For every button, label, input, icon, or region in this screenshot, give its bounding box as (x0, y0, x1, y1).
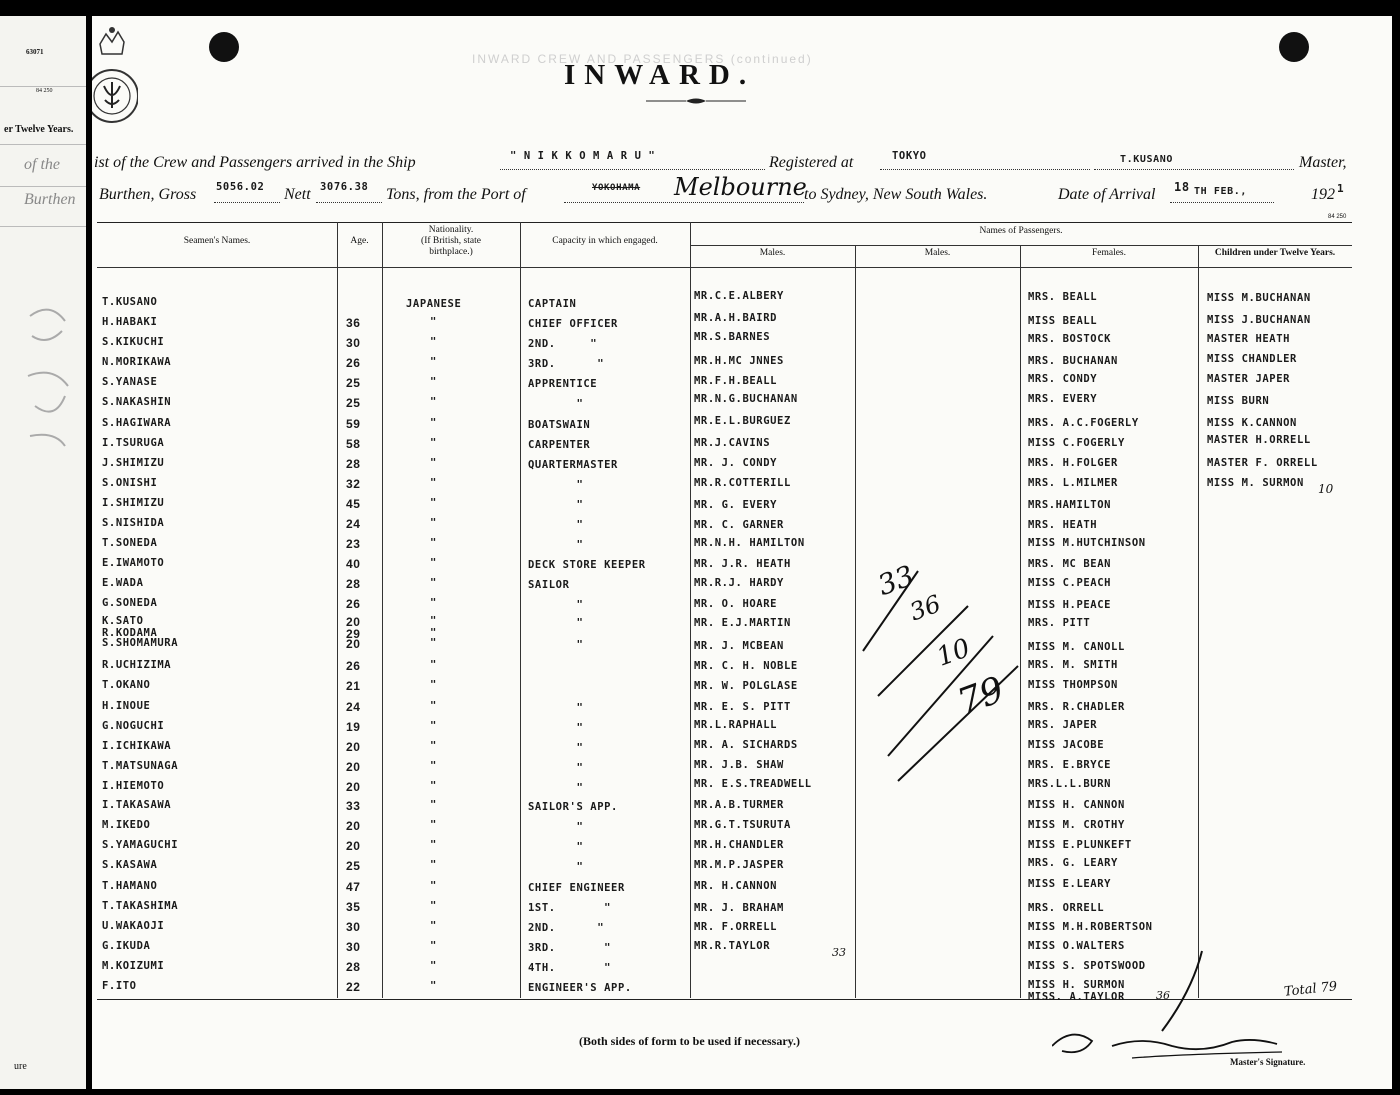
crew-name: U.WAKAOJI (102, 920, 165, 932)
crew-name: I.HIEMOTO (102, 780, 165, 792)
col-header-males-1: Males. (759, 248, 786, 258)
crew-age: 20 (346, 615, 361, 629)
crew-capacity: " (528, 841, 584, 853)
crew-name: I.SHIMIZU (102, 497, 165, 509)
female-passenger: MRS. BOSTOCK (1028, 333, 1112, 345)
crew-age: 20 (346, 819, 361, 833)
ship-name-underline (500, 169, 765, 170)
crew-age: 21 (346, 679, 361, 693)
crew-nationality: " (430, 637, 437, 649)
col-divider (690, 222, 691, 998)
crew-name: H.HABAKI (102, 316, 158, 328)
male-passenger: MR. A. SICHARDS (694, 739, 798, 751)
crew-age: 28 (346, 457, 361, 471)
prev-page-ghost-text-2: Burthen (24, 191, 76, 208)
crew-name: I.ICHIKAWA (102, 740, 172, 752)
crew-age: 30 (346, 336, 361, 350)
crew-capacity: " (528, 499, 584, 511)
crew-age: 30 (346, 940, 361, 954)
male-passenger: MR. O. HOARE (694, 598, 778, 610)
child-passenger: MASTER JAPER (1207, 373, 1291, 385)
crew-nationality: " (430, 960, 437, 972)
crest-seal-icon (92, 16, 138, 136)
crew-name: T.SONEDA (102, 537, 158, 549)
crew-capacity: APPRENTICE (528, 378, 598, 390)
crew-nationality: " (430, 316, 437, 328)
crew-nationality: " (430, 336, 437, 348)
col-header-capacity: Capacity in which engaged. (552, 236, 658, 246)
ghost-heading: INWARD CREW AND PASSENGERS (continued) (472, 52, 813, 66)
crew-nationality: " (430, 980, 437, 992)
crew-age: 58 (346, 437, 361, 451)
crew-capacity: " (528, 398, 584, 410)
form-number: 63071 (26, 48, 44, 56)
col-header-age: Age. (350, 236, 369, 246)
arrival-year-digit: 1 (1337, 182, 1345, 195)
female-passenger: MISS C.PEACH (1028, 577, 1112, 589)
crew-age: 33 (346, 799, 361, 813)
crew-name: G.IKUDA (102, 940, 151, 952)
male-passenger: MR. J. BRAHAM (694, 902, 784, 914)
crew-nationality: " (430, 376, 437, 388)
crew-nationality: " (430, 940, 437, 952)
col-divider (337, 222, 338, 998)
crew-nationality: " (430, 799, 437, 811)
crew-capacity: " (528, 479, 584, 491)
crew-name: S.KIKUCHI (102, 336, 165, 348)
crew-nationality: " (430, 627, 437, 639)
female-passenger: MRS. EVERY (1028, 393, 1098, 405)
nett-underline (316, 202, 382, 203)
col-header-nationality: Nationality. (If British, state birthplace.) (421, 225, 481, 257)
crew-capacity: " (528, 599, 584, 611)
female-passenger: MISS C.FOGERLY (1028, 437, 1125, 449)
master-underline (1094, 169, 1294, 170)
registered-underline (880, 169, 1090, 170)
col-header-males-2: Males. (924, 248, 951, 258)
crew-capacity: QUARTERMASTER (528, 459, 618, 471)
crew-nationality: " (430, 356, 437, 368)
crew-age: 35 (346, 900, 361, 914)
crew-capacity: " (528, 742, 584, 754)
crew-nationality: " (430, 615, 437, 627)
crew-nationality: " (430, 417, 437, 429)
crew-age: 22 (346, 980, 361, 994)
male-passenger: MR. H.CANNON (694, 880, 778, 892)
crew-age: 24 (346, 517, 361, 531)
col-divider (520, 222, 521, 998)
female-passenger: MRS.L.L.BURN (1028, 778, 1112, 790)
male-passenger: MR.J.CAVINS (694, 437, 771, 449)
males-count-note: 33 (832, 946, 846, 959)
header-line2-c: Tons, from the Port of (386, 186, 526, 203)
header-line2-d: to Sydney, New South Wales. (804, 186, 988, 203)
col-header-females: Females. (1091, 248, 1127, 258)
form-sub-number: 84 250 (36, 88, 53, 94)
female-passenger: MRS. MC BEAN (1028, 558, 1112, 570)
crew-age: 26 (346, 659, 361, 673)
header-line1-a: ist of the Crew and Passengers arrived in the Ship (94, 154, 416, 171)
crew-nationality: " (430, 740, 437, 752)
crew-capacity: DECK STORE KEEPER (528, 559, 646, 571)
female-passenger: MISS BEALL (1028, 315, 1098, 327)
tally-children: 10 (932, 633, 975, 673)
female-passenger: MISS THOMPSON (1028, 679, 1118, 691)
female-passenger: MRS. ORRELL (1028, 902, 1105, 914)
crew-name: J.SHIMIZU (102, 457, 165, 469)
female-passenger: MRS. R.CHADLER (1028, 701, 1125, 713)
female-passenger: MISS M.HUTCHINSON (1028, 537, 1146, 549)
col-header-seamen: Seamen's Names. (183, 236, 251, 246)
crew-age: 20 (346, 740, 361, 754)
crew-age: 23 (346, 537, 361, 551)
gross-tonnage: 5056.02 (216, 181, 265, 193)
male-passenger: MR.A.B.TURMER (694, 799, 784, 811)
crew-age: 59 (346, 417, 361, 431)
female-passenger: MRS. HEATH (1028, 519, 1098, 531)
crew-capacity: CAPTAIN (528, 298, 577, 310)
crew-age: 19 (346, 720, 361, 734)
header-line1-c: Master, (1299, 154, 1347, 171)
female-passenger: MISS S. SPOTSWOOD (1028, 960, 1146, 972)
gross-underline (214, 202, 280, 203)
header-line2-f: 192 (1311, 186, 1335, 203)
prev-page-handwriting (20, 296, 80, 466)
male-passenger: MR.M.P.JASPER (694, 859, 784, 871)
crew-nationality: JAPANESE (406, 298, 462, 310)
crew-age: 26 (346, 597, 361, 611)
arrival-day: 18 (1174, 180, 1190, 194)
crew-nationality: " (430, 780, 437, 792)
female-passenger: MRS. M. SMITH (1028, 659, 1118, 671)
male-passenger: MR.R.J. HARDY (694, 577, 784, 589)
male-passenger: MR.L.RAPHALL (694, 719, 778, 731)
crew-nationality: " (430, 577, 437, 589)
port-underline (564, 202, 804, 203)
crew-name: M.IKEDO (102, 819, 151, 831)
crew-age: 28 (346, 577, 361, 591)
crew-name: E.WADA (102, 577, 144, 589)
crew-nationality: " (430, 679, 437, 691)
col-divider (855, 245, 856, 998)
crew-nationality: " (430, 659, 437, 671)
crew-capacity: SAILOR (528, 579, 570, 591)
crew-nationality: " (430, 880, 437, 892)
crew-nationality: " (430, 477, 437, 489)
page-title: INWARD. (564, 59, 756, 91)
ship-name: " N I K K O M A R U " (510, 150, 656, 162)
crew-nationality: " (430, 396, 437, 408)
crew-name: S.KASAWA (102, 859, 158, 871)
crew-age: 25 (346, 396, 361, 410)
tally-females: 36 (906, 589, 945, 627)
child-passenger: MISS M. SURMON (1207, 477, 1304, 489)
female-passenger: MRS. L.MILMER (1028, 477, 1118, 489)
prev-page-ghost-text: of the (24, 156, 60, 173)
crew-nationality: " (430, 597, 437, 609)
crew-name: S.SHOMAMURA (102, 637, 179, 649)
male-passenger: MR.R.TAYLOR (694, 940, 771, 952)
female-passenger: MRS. BUCHANAN (1028, 355, 1118, 367)
crew-age: 32 (346, 477, 361, 491)
crew-age: 20 (346, 780, 361, 794)
children-count-note: 10 (1318, 482, 1334, 496)
male-passenger: MR. J. MCBEAN (694, 640, 784, 652)
arrival-month: TH FEB., (1194, 186, 1247, 197)
header-line2-e: Date of Arrival (1058, 186, 1156, 203)
female-passenger: MISS O.WALTERS (1028, 940, 1125, 952)
male-passenger: MR. E.S.TREADWELL (694, 778, 812, 790)
crew-name: R.UCHIZIMA (102, 659, 172, 671)
male-passenger: MR.N.G.BUCHANAN (694, 393, 798, 405)
female-passenger: MISS E.PLUNKEFT (1028, 839, 1132, 851)
punch-hole (209, 32, 239, 62)
crew-name: K.SATO (102, 615, 144, 627)
crew-name: S.NISHIDA (102, 517, 165, 529)
crew-name: S.YAMAGUCHI (102, 839, 179, 851)
crew-nationality: " (430, 437, 437, 449)
crew-capacity: 3RD. " (528, 358, 605, 370)
male-passenger: MR. W. POLGLASE (694, 680, 798, 692)
crew-capacity: 1ST. " (528, 902, 612, 914)
child-passenger: MISS K.CANNON (1207, 417, 1297, 429)
crew-nationality: " (430, 920, 437, 932)
crew-age: 29 (346, 627, 361, 641)
crew-capacity: " (528, 782, 584, 794)
male-passenger: MR.S.BARNES (694, 331, 771, 343)
total-note: Total 79 (1283, 979, 1338, 1000)
crew-nationality: " (430, 557, 437, 569)
crew-name: I.TAKASAWA (102, 799, 172, 811)
male-passenger: MR.R.COTTERILL (694, 477, 791, 489)
crew-age: 26 (346, 356, 361, 370)
crew-capacity: " (528, 519, 584, 531)
crew-name: E.IWAMOTO (102, 557, 165, 569)
crew-capacity: " (528, 702, 584, 714)
nett-tonnage: 3076.38 (320, 181, 369, 193)
female-passenger: MISS JACOBE (1028, 739, 1105, 751)
crew-age: 45 (346, 497, 361, 511)
crew-name: H.INOUE (102, 700, 151, 712)
crew-age: 24 (346, 700, 361, 714)
manifest-page (92, 16, 1392, 1089)
female-passenger: MISS. A.TAYLOR (1028, 991, 1125, 1003)
crew-capacity: CHIEF OFFICER (528, 318, 618, 330)
child-passenger: MISS CHANDLER (1207, 353, 1297, 365)
male-passenger: MR. G. EVERY (694, 499, 778, 511)
crew-capacity: BOATSWAIN (528, 419, 591, 431)
male-passenger: MR.G.T.TSURUTA (694, 819, 791, 831)
crew-capacity: SAILOR'S APP. (528, 801, 618, 813)
female-passenger: MRS. CONDY (1028, 373, 1098, 385)
child-passenger: MASTER HEATH (1207, 333, 1291, 345)
female-passenger: MISS M. CANOLL (1028, 641, 1125, 653)
crew-capacity: ENGINEER'S APP. (528, 982, 632, 994)
crew-name: T.OKANO (102, 679, 151, 691)
form-ref-small: 84 250 (1328, 214, 1347, 220)
male-passenger: MR.A.H.BAIRD (694, 312, 778, 324)
child-passenger: MISS J.BUCHANAN (1207, 314, 1311, 326)
crew-age: 25 (346, 859, 361, 873)
male-passenger: MR. J.B. SHAW (694, 759, 784, 771)
crew-capacity: 2ND. " (528, 338, 598, 350)
crew-age: 25 (346, 376, 361, 390)
male-passenger: MR. J. CONDY (694, 457, 778, 469)
crew-nationality: " (430, 457, 437, 469)
col-header-children: Children under Twelve Years. (1214, 248, 1336, 258)
crew-capacity: 4TH. " (528, 962, 612, 974)
previous-page-strip (0, 16, 86, 1089)
male-passenger: MR. F.ORRELL (694, 921, 778, 933)
crew-nationality: " (430, 819, 437, 831)
crew-capacity: 2ND. " (528, 922, 605, 934)
male-passenger: MR.C.E.ALBERY (694, 290, 784, 302)
crew-nationality: " (430, 497, 437, 509)
port-handwritten: Melbourne (674, 173, 807, 201)
male-passenger: MR. E. S. PITT (694, 701, 791, 713)
female-passenger: MISS M. CROTHY (1028, 819, 1125, 831)
male-passenger: MR.E.L.BURGUEZ (694, 415, 791, 427)
crew-age: 47 (346, 880, 361, 894)
male-passenger: MR.F.H.BEALL (694, 375, 778, 387)
male-passenger: MR. C. H. NOBLE (694, 660, 798, 672)
female-passenger: MISS E.LEARY (1028, 878, 1112, 890)
crew-nationality: " (430, 859, 437, 871)
crew-nationality: " (430, 760, 437, 772)
male-passenger: MR. C. GARNER (694, 519, 784, 531)
header-divider (690, 245, 1352, 246)
child-passenger: MASTER H.ORRELL (1207, 434, 1311, 446)
crew-age: 30 (346, 920, 361, 934)
male-passenger: MR.H.CHANDLER (694, 839, 784, 851)
female-passenger: MISS H. CANNON (1028, 799, 1125, 811)
title-ornament (646, 96, 746, 106)
crew-name: I.TSURUGA (102, 437, 165, 449)
crew-name: T.KUSANO (102, 296, 158, 308)
females-count-note: 36 (1156, 989, 1170, 1002)
male-passenger: MR. E.J.MARTIN (694, 617, 791, 629)
female-passenger: MISS H.PEACE (1028, 599, 1112, 611)
crew-age: 40 (346, 557, 361, 571)
signature-caption: Master's Signature. (1230, 1057, 1306, 1067)
crew-name: T.TAKASHIMA (102, 900, 179, 912)
crew-nationality: " (430, 700, 437, 712)
arrival-underline (1170, 202, 1274, 203)
col-divider (1198, 245, 1199, 998)
female-passenger: MRS. BEALL (1028, 291, 1098, 303)
crew-name: M.KOIZUMI (102, 960, 165, 972)
crew-name: S.NAKASHIN (102, 396, 172, 408)
tally-total: 79 (952, 669, 1010, 724)
prev-page-children-header: er Twelve Years. (4, 124, 74, 135)
female-passenger: MRS.HAMILTON (1028, 499, 1112, 511)
female-passenger: MRS. E.BRYCE (1028, 759, 1112, 771)
crew-nationality: " (430, 537, 437, 549)
child-passenger: MISS M.BUCHANAN (1207, 292, 1311, 304)
female-passenger: MRS. JAPER (1028, 719, 1098, 731)
male-passenger: MR. J.R. HEATH (694, 558, 791, 570)
crew-capacity: 3RD. " (528, 942, 612, 954)
crew-nationality: " (430, 720, 437, 732)
crew-name: G.SONEDA (102, 597, 158, 609)
crew-age: 20 (346, 637, 361, 651)
female-passenger: MISS M.H.ROBERTSON (1028, 921, 1153, 933)
crew-name: S.HAGIWARA (102, 417, 172, 429)
male-passenger: MR.N.H. HAMILTON (694, 537, 805, 549)
crew-nationality: " (430, 900, 437, 912)
punch-hole (1279, 32, 1309, 62)
col-header-passengers: Names of Passengers. (979, 226, 1063, 236)
crew-capacity: " (528, 821, 584, 833)
crew-capacity: " (528, 639, 584, 651)
header-line2-b: Nett (284, 186, 311, 203)
header-line1-b: Registered at (769, 154, 854, 171)
crew-name: S.YANASE (102, 376, 158, 388)
crew-nationality: " (430, 839, 437, 851)
crew-capacity: " (528, 861, 584, 873)
header-line2-a: Burthen, Gross (99, 186, 197, 203)
crew-capacity: " (528, 722, 584, 734)
female-passenger: MRS. G. LEARY (1028, 857, 1118, 869)
crew-age: 20 (346, 760, 361, 774)
crew-name: T.MATSUNAGA (102, 760, 179, 772)
child-passenger: MISS BURN (1207, 395, 1270, 407)
female-passenger: MRS. H.FOLGER (1028, 457, 1118, 469)
port-struck: YOKOHAMA (592, 183, 641, 193)
footer-note: (Both sides of form to be used if necessary.) (579, 1034, 800, 1048)
col-divider (382, 222, 383, 998)
registered-port: TOKYO (892, 150, 927, 162)
crew-name: S.ONISHI (102, 477, 158, 489)
crew-name: R.KODAMA (102, 627, 158, 639)
crew-capacity: CARPENTER (528, 439, 591, 451)
crew-age: 28 (346, 960, 361, 974)
crew-name: G.NOGUCHI (102, 720, 165, 732)
crew-capacity: " (528, 539, 584, 551)
header-bottom-rule (97, 267, 1352, 268)
female-passenger: MRS. A.C.FOGERLY (1028, 417, 1139, 429)
crew-age: 20 (346, 839, 361, 853)
tally-males: 33 (873, 558, 919, 603)
child-passenger: MASTER F. ORRELL (1207, 457, 1318, 469)
female-passenger: MRS. PITT (1028, 617, 1091, 629)
prev-page-bottom-text: ure (14, 1061, 27, 1072)
male-passenger: MR.H.MC JNNES (694, 355, 784, 367)
crew-capacity: " (528, 762, 584, 774)
crew-name: T.HAMANO (102, 880, 158, 892)
master-name: T.KUSANO (1120, 154, 1173, 165)
crew-capacity: CHIEF ENGINEER (528, 882, 625, 894)
crew-name: N.MORIKAWA (102, 356, 172, 368)
female-passenger: MISS H. SURMON (1028, 979, 1125, 991)
crew-capacity: " (528, 617, 584, 629)
crew-age: 36 (346, 316, 361, 330)
crew-nationality: " (430, 517, 437, 529)
crew-name: F.ITO (102, 980, 137, 992)
